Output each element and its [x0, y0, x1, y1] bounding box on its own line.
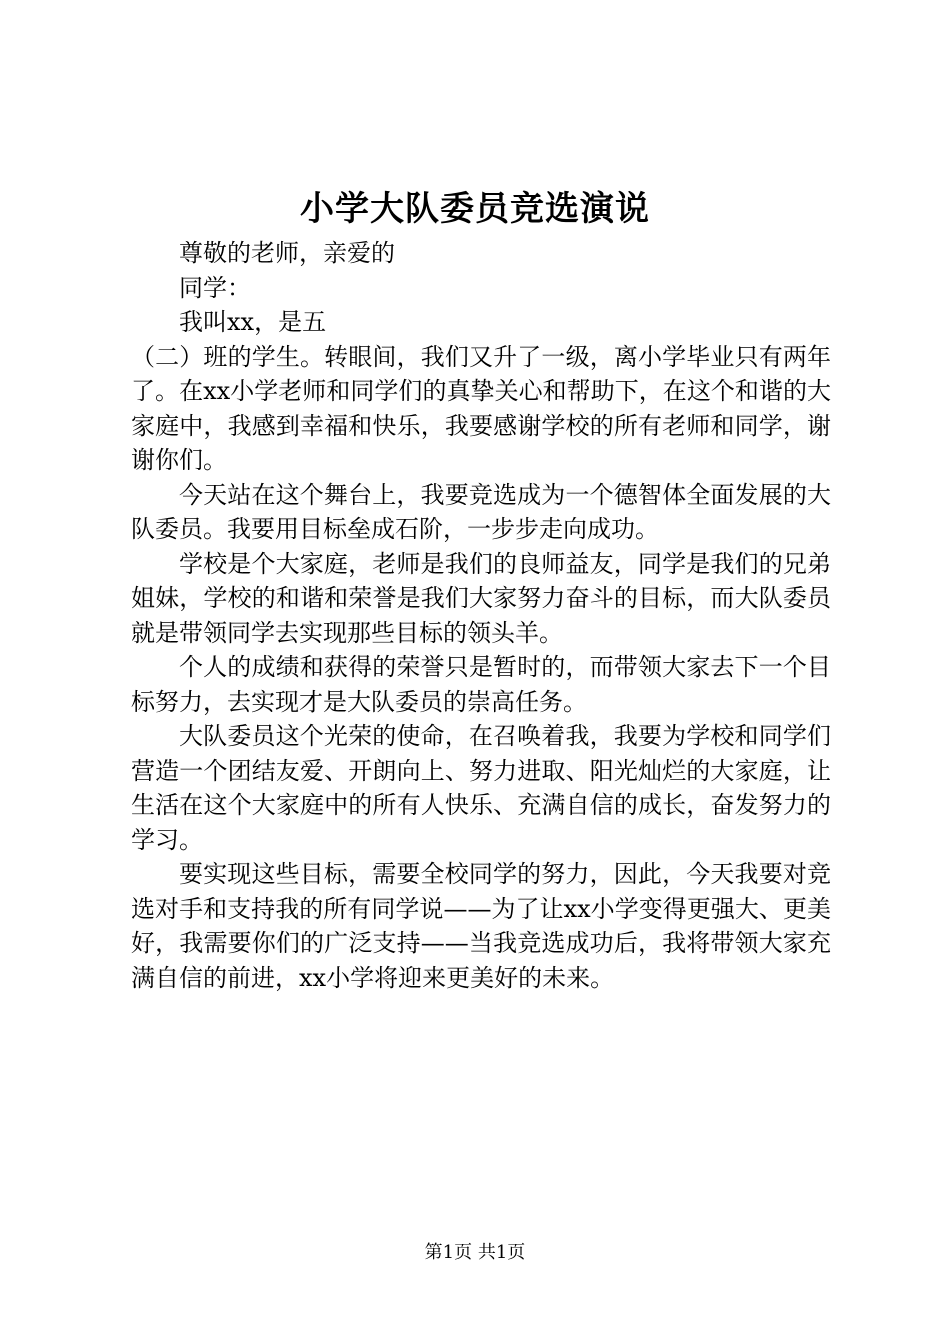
- document-body: [131, 236, 831, 995]
- document-title: 小学大队委员竞选演说: [300, 189, 650, 229]
- paragraph-mission: 大队委员这个光荣的使命，在召唤着我，我要为学校和同学们营造一个团结友爱、开朗向上、努力进取、阳光灿烂的大家庭，让生活在这个大家庭中的所有人快乐、充满自信的成长，奋发努力的学习。: [131, 722, 831, 854]
- paragraph-name: 我叫xx，是五: [179, 308, 327, 336]
- paragraph-class-intro: （二）班的学生。转眼间，我们又升了一级，离小学毕业只有两年了。在xx小学老师和同学们的真挚关心和帮助下，在这个和谐的大家庭中，我感到幸福和快乐，我要感谢学校的所有老师和同学，谢谢你们。: [131, 342, 831, 474]
- page-footer: 第1页 共1页: [424, 1242, 526, 1263]
- paragraph-school-family: 学校是个大家庭，老师是我们的良师益友，同学是我们的兄弟姐妹，学校的和谐和荣誉是我们大家努力奋斗的目标，而大队委员就是带领同学去实现那些目标的领头羊。: [131, 549, 831, 647]
- paragraph-closing: 要实现这些目标，需要全校同学的努力，因此，今天我要对竞选对手和支持我的所有同学说——为了让xx小学变得更强大、更美好，我需要你们的广泛支持——当我竞选成功后，我将带领大家充满自信的前进，xx小学将迎来更美好的未来。: [131, 860, 831, 992]
- paragraph-honor: 个人的成绩和获得的荣誉只是暂时的，而带领大家去下一个目标努力，去实现才是大队委员的崇高任务。: [131, 653, 831, 716]
- paragraph-stage: 今天站在这个舞台上，我要竞选成为一个德智体全面发展的大队委员。我要用目标垒成石阶，一步步走向成功。: [131, 480, 831, 543]
- paragraph-salutation-1: 尊敬的老师，亲爱的: [179, 239, 395, 267]
- paragraph-salutation-2: 同学：: [179, 273, 251, 302]
